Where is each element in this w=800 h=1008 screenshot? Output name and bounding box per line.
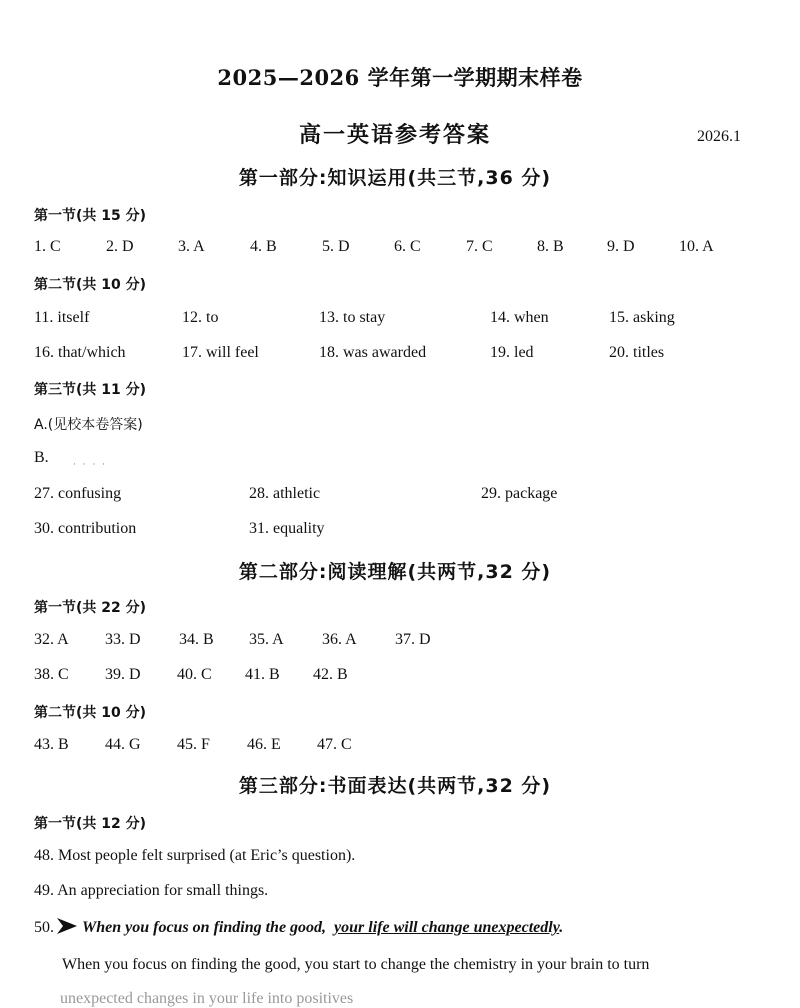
part1-section2-heading: 第二节(共 10 分) [34,277,147,293]
part2-section1-row2 [34,666,534,688]
answer-item: 32. A [34,631,69,648]
answer-item: 15. asking [609,309,675,326]
answer-item: 38. C [34,666,69,683]
answer-item: 45. F [177,736,210,753]
answer-item: 3. A [178,238,205,255]
part1-section1-heading: 第一节(共 15 分) [34,208,147,224]
part1-section3-b-label: B. [34,449,49,466]
answer-item: 8. B [537,238,564,255]
answer-50-paragraph: When you focus on finding the good, you start to change the chemistry in your brain to turn [62,956,650,973]
answer-item: 41. B [245,666,280,683]
part3-heading: 第三部分:书面表达(共两节,32 分) [238,775,552,797]
answer-item: 19. led [490,344,534,361]
answer-item: 42. B [313,666,348,683]
scan-speck: · · · · [73,460,108,470]
part1-section3-row1 [34,485,774,507]
part2-section2-heading: 第二节(共 10 分) [34,705,147,721]
answer-item: 27. confusing [34,485,122,502]
exam-date: 2026.1 [697,128,741,145]
answer-item: 33. D [105,631,141,648]
arrow-pointer-icon [56,917,78,940]
part1-section1-answers [34,238,774,260]
part1-heading: 第一部分:知识运用(共三节,36 分) [238,167,552,189]
answer-item: 20. titles [609,344,665,361]
part3-section1-heading: 第一节(共 12 分) [34,816,147,832]
answer-item: 43. B [34,736,69,753]
answer-item: 5. D [322,238,350,255]
answer-item: 29. package [481,485,558,502]
exam-title: 2025—2026 学年第一学期期末样卷 [217,65,583,90]
answer-item: 6. C [394,238,421,255]
answer-item: 17. will feel [182,344,259,361]
part1-section3-row2 [34,520,774,542]
answer-key-subtitle: 高一英语参考答案 [298,123,491,148]
answer-item: 16. that/which [34,344,126,361]
answer-item: 34. B [179,631,214,648]
answer-item: 28. athletic [249,485,321,502]
answer-item: 2. D [106,238,134,255]
answer-50 [34,917,563,940]
answer-50-period: . [559,919,564,937]
question-number: 50. [34,919,54,937]
answer-50-clause-1: When you focus on finding the good, [82,919,327,937]
answer-item: 44. G [105,736,141,753]
answer-item: 47. C [317,736,352,753]
answer-48: 48. Most people felt surprised (at Eric’s question). [34,847,356,864]
answer-item: 13. to stay [319,309,386,326]
part2-section1-heading: 第一节(共 22 分) [34,600,147,616]
answer-item: 12. to [182,309,219,326]
answer-50-clause-2-underlined: your life will change unexpectedly [334,919,560,937]
part1-section2-row2 [34,344,774,366]
answer-item: 1. C [34,238,61,255]
answer-item: 4. B [250,238,277,255]
answer-item: 9. D [607,238,635,255]
answer-item: 18. was awarded [319,344,427,361]
part2-heading: 第二部分:阅读理解(共两节,32 分) [238,561,552,583]
answer-item: 14. when [490,309,549,326]
part1-section2-row1 [34,309,774,331]
part2-section1-row1 [34,631,534,653]
answer-item: 46. E [247,736,281,753]
answer-item: 40. C [177,666,212,683]
part1-section3-heading: 第三节(共 11 分) [34,382,147,398]
answer-item: 7. C [466,238,493,255]
answer-item: 30. contribution [34,520,137,537]
answer-item: 37. D [395,631,431,648]
answer-50-paragraph-cutoff: unexpected changes in your life into positives [60,990,354,1007]
answer-item: 39. D [105,666,141,683]
part2-section2-answers [34,736,534,758]
answer-item: 10. A [679,238,714,255]
answer-49: 49. An appreciation for small things. [34,882,269,899]
part1-section3-a-label: A.(见校本卷答案) [34,417,143,433]
answer-item: 36. A [322,631,357,648]
answer-item: 31. equality [249,520,325,537]
answer-item: 11. itself [34,309,90,326]
answer-item: 35. A [249,631,284,648]
